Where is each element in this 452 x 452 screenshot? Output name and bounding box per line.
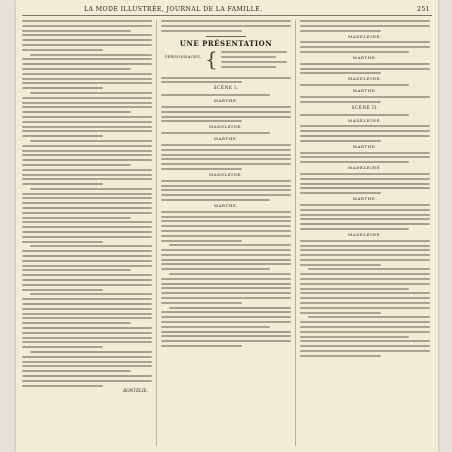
text-line (161, 263, 291, 265)
text-line (22, 250, 152, 252)
piece-title: UNE PRÉSENTATION (179, 38, 273, 48)
speaker-name: MARTHE. (352, 54, 378, 60)
text-line (22, 279, 152, 281)
text-line (300, 214, 430, 216)
cast-line (221, 66, 277, 68)
text-line (300, 187, 430, 189)
text-line (308, 316, 430, 318)
speaker-name: MADELEINE. (209, 124, 243, 130)
text-line (300, 326, 430, 328)
text-line (161, 158, 291, 160)
text-line (22, 164, 131, 166)
text-line (161, 132, 270, 134)
text-line (22, 207, 152, 209)
text-line (300, 249, 430, 251)
text-line (161, 268, 270, 270)
text-line (22, 308, 152, 310)
text-line (22, 231, 152, 233)
text-line (22, 375, 152, 377)
text-line (161, 168, 242, 170)
speaker-name: MADELEINE. (348, 33, 382, 39)
text-line (161, 335, 291, 337)
text-line (300, 297, 430, 299)
text-line (161, 326, 270, 328)
scene-heading: SCÈNE I. (213, 86, 239, 92)
text-line (22, 82, 152, 84)
text-line (300, 223, 430, 225)
speaker-name: MADELEINE. (348, 76, 382, 82)
text-line (300, 302, 430, 304)
text-line (22, 97, 152, 99)
text-line (22, 269, 131, 271)
text-line (300, 72, 381, 74)
text-line (22, 106, 152, 108)
text-line (300, 288, 409, 290)
text-line (22, 361, 152, 363)
running-title: LA MODE ILLUSTRÉE, JOURNAL DE LA FAMILLE. (84, 6, 263, 13)
text-line (300, 25, 430, 27)
cast-line (221, 56, 277, 58)
title-divider (206, 36, 246, 37)
text-line (161, 316, 291, 318)
text-line (22, 25, 152, 27)
text-line (22, 341, 152, 343)
text-line (300, 101, 381, 103)
text-line (161, 259, 291, 261)
text-line (161, 249, 291, 251)
text-line (161, 220, 291, 222)
text-line (300, 245, 430, 247)
text-line (300, 140, 381, 142)
text-line (22, 102, 152, 104)
text-line (22, 212, 152, 214)
column-rule-left (156, 20, 157, 446)
text-line (300, 96, 430, 98)
text-line (300, 114, 409, 116)
text-line (161, 254, 291, 256)
text-line (161, 163, 291, 165)
magazine-page (16, 0, 438, 452)
text-line (22, 154, 152, 156)
text-line (22, 58, 152, 60)
text-line (300, 156, 430, 158)
text-line (300, 135, 430, 137)
text-line (22, 63, 152, 65)
text-line (300, 161, 409, 163)
text-line (22, 298, 152, 300)
text-line (300, 273, 430, 275)
signature: BONTÉLIE. (123, 388, 148, 394)
text-line (169, 244, 291, 246)
text-line (22, 130, 152, 132)
text-line (161, 292, 291, 294)
brace-glyph: { (205, 47, 218, 72)
cast-line (221, 61, 287, 63)
text-line (300, 30, 381, 32)
cast-label: PERSONNAGES. (165, 54, 202, 60)
column-rule-right (295, 20, 296, 446)
text-line (22, 78, 152, 80)
text-line (22, 30, 131, 32)
text-line (300, 130, 430, 132)
text-line (161, 199, 270, 201)
text-line (300, 63, 430, 65)
text-line (161, 211, 291, 213)
text-line (22, 226, 152, 228)
column-middle (161, 20, 291, 448)
text-line (22, 44, 152, 46)
text-line (22, 317, 152, 319)
text-line (22, 260, 152, 262)
text-line (161, 321, 291, 323)
text-line (300, 336, 409, 338)
text-line (161, 278, 291, 280)
text-line (300, 209, 430, 211)
text-line (22, 217, 131, 219)
text-line (161, 149, 291, 151)
text-line (30, 351, 152, 353)
text-line (30, 140, 152, 142)
text-line (22, 135, 103, 137)
text-line (169, 307, 291, 309)
text-line (22, 183, 103, 185)
text-line (161, 345, 242, 347)
text-line (22, 169, 152, 171)
scene-heading: SCÈNE II. (351, 105, 379, 111)
text-line (300, 183, 430, 185)
speaker-name: MADELEINE. (209, 171, 243, 177)
text-line (161, 111, 291, 113)
text-line (22, 34, 152, 36)
text-line (161, 311, 291, 313)
text-line (161, 235, 291, 237)
text-line (161, 302, 242, 304)
text-line (22, 73, 152, 75)
text-line (161, 77, 291, 79)
text-line (300, 240, 430, 242)
text-line (300, 20, 430, 22)
speaker-name: MARTHE. (352, 143, 378, 149)
text-line (300, 331, 430, 333)
text-line (22, 178, 152, 180)
text-line (161, 25, 291, 27)
text-line (30, 245, 152, 247)
text-line (22, 150, 152, 152)
text-line (161, 120, 242, 122)
text-line (300, 173, 430, 175)
text-line (300, 292, 430, 294)
cast-line (221, 51, 287, 53)
text-line (22, 241, 103, 243)
text-line (22, 87, 103, 89)
text-line (300, 192, 381, 194)
text-line (161, 106, 291, 108)
text-line (300, 41, 430, 43)
text-line (161, 189, 291, 191)
text-line (22, 332, 152, 334)
text-line (161, 216, 291, 218)
text-line (22, 126, 152, 128)
text-line (22, 337, 152, 339)
text-line (161, 340, 291, 342)
text-line (30, 92, 152, 94)
text-line (22, 327, 152, 329)
text-line (300, 340, 430, 342)
text-line (161, 180, 291, 182)
speaker-name: MARTHE. (352, 196, 378, 202)
text-line (300, 283, 430, 285)
speaker-name: MADELEINE. (348, 231, 382, 237)
text-line (22, 284, 152, 286)
text-line (300, 68, 430, 70)
text-line (300, 254, 430, 256)
text-line (30, 293, 152, 295)
text-line (161, 81, 242, 83)
text-line (22, 385, 103, 387)
text-line (300, 204, 430, 206)
column-left (22, 20, 152, 448)
text-line (22, 197, 152, 199)
text-line (22, 174, 152, 176)
speaker-name: MARTHE. (352, 88, 378, 94)
cast-entries (221, 50, 287, 70)
text-line (300, 264, 381, 266)
text-line (22, 39, 152, 41)
text-line (22, 370, 131, 372)
text-line (22, 380, 152, 382)
text-line (22, 236, 152, 238)
text-line (22, 202, 152, 204)
text-line (22, 193, 152, 195)
text-line (22, 116, 152, 118)
text-line (22, 356, 152, 358)
speaker-name: MARTHE. (213, 136, 239, 142)
speaker-name: MARTHE. (213, 98, 239, 104)
cast-list (165, 47, 287, 72)
text-line (22, 49, 103, 51)
text-line (300, 259, 430, 261)
text-line (22, 265, 152, 267)
text-line (300, 46, 430, 48)
text-line (22, 20, 152, 22)
text-line (300, 178, 430, 180)
text-line (300, 355, 381, 357)
text-line (22, 289, 103, 291)
running-header (22, 3, 432, 16)
text-line (161, 20, 291, 22)
text-line (22, 221, 152, 223)
text-line (161, 331, 291, 333)
text-line (169, 273, 291, 275)
text-line (300, 218, 430, 220)
text-line (161, 144, 291, 146)
text-line (161, 240, 242, 242)
text-line (22, 313, 152, 315)
text-line (300, 125, 430, 127)
column-right (300, 20, 430, 448)
text-line (161, 297, 291, 299)
text-line (22, 121, 152, 123)
speaker-name: MARTHE. (213, 202, 239, 208)
text-line (22, 322, 131, 324)
text-line (161, 185, 291, 187)
text-line (300, 278, 430, 280)
text-line (300, 321, 430, 323)
text-line (300, 228, 409, 230)
text-line (300, 312, 381, 314)
text-line (300, 51, 409, 53)
text-line (22, 111, 131, 113)
text-line (300, 84, 409, 86)
text-line (22, 274, 152, 276)
speaker-name: MADELEINE. (348, 165, 382, 171)
text-line (161, 225, 291, 227)
text-line (161, 230, 291, 232)
speaker-name: MADELEINE. (348, 117, 382, 123)
text-line (161, 30, 242, 32)
text-line (300, 350, 430, 352)
text-line (30, 188, 152, 190)
text-line (161, 116, 291, 118)
text-line (161, 287, 291, 289)
text-line (308, 268, 430, 270)
text-line (22, 365, 152, 367)
text-line (22, 303, 152, 305)
page-number: 251 (416, 6, 430, 13)
text-line (300, 152, 430, 154)
text-line (161, 154, 291, 156)
text-line (22, 159, 152, 161)
text-line (22, 346, 103, 348)
text-line (30, 54, 152, 56)
text-line (161, 283, 291, 285)
text-line (22, 68, 131, 70)
text-line (22, 145, 152, 147)
text-line (300, 307, 430, 309)
text-line (161, 94, 270, 96)
text-line (161, 194, 291, 196)
text-line (22, 255, 152, 257)
text-line (300, 345, 430, 347)
